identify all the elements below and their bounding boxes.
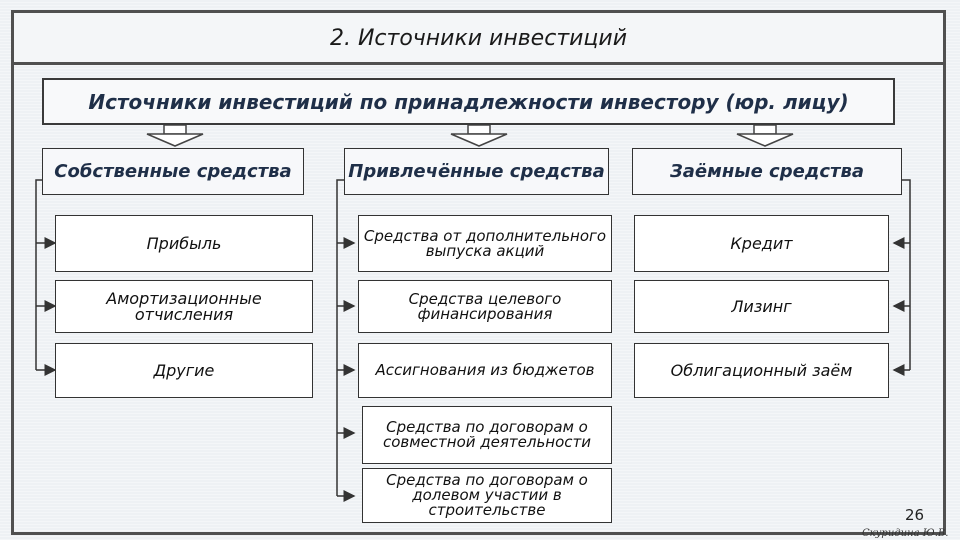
- attracted-item-target-financing: Средства целевого финансирования: [358, 280, 612, 333]
- block-arrow-borrowed: [737, 125, 793, 146]
- attracted-item-share-issue: Средства от дополнительного выпуска акций: [358, 215, 612, 272]
- slide-title: 2. Источники инвестиций: [329, 26, 628, 51]
- attracted-item-joint-activity: Средства по договорам о совместной деятельности: [362, 406, 612, 464]
- attracted-item-shared-construction: Средства по договорам о долевом участии в строительстве: [362, 468, 612, 523]
- borrowed-item-credit: Кредит: [634, 215, 889, 272]
- block-arrow-own: [147, 125, 203, 146]
- author-signature: Скуридина Ю.В.: [862, 528, 949, 539]
- borrowed-item-bond-loan: Облигационный заём: [634, 343, 889, 398]
- branch-attracted: [337, 180, 354, 496]
- own-item-depreciation: Амортизационные отчисления: [55, 280, 313, 333]
- page-number: 26: [905, 506, 925, 524]
- root-node: Источники инвестиций по принадлежности инвестору (юр. лицу): [42, 78, 895, 125]
- own-item-profit: Прибыль: [55, 215, 313, 272]
- own-item-other: Другие: [55, 343, 313, 398]
- branch-own: [36, 180, 55, 370]
- attracted-item-budget-allocations: Ассигнования из бюджетов: [358, 343, 612, 398]
- branch-borrowed: [894, 180, 910, 370]
- category-own-funds: Собственные средства: [42, 148, 304, 195]
- category-borrowed-funds: Заёмные средства: [632, 148, 902, 195]
- borrowed-item-leasing: Лизинг: [634, 280, 889, 333]
- category-attracted-funds: Привлечённые средства: [344, 148, 609, 195]
- block-arrow-attracted: [451, 125, 507, 146]
